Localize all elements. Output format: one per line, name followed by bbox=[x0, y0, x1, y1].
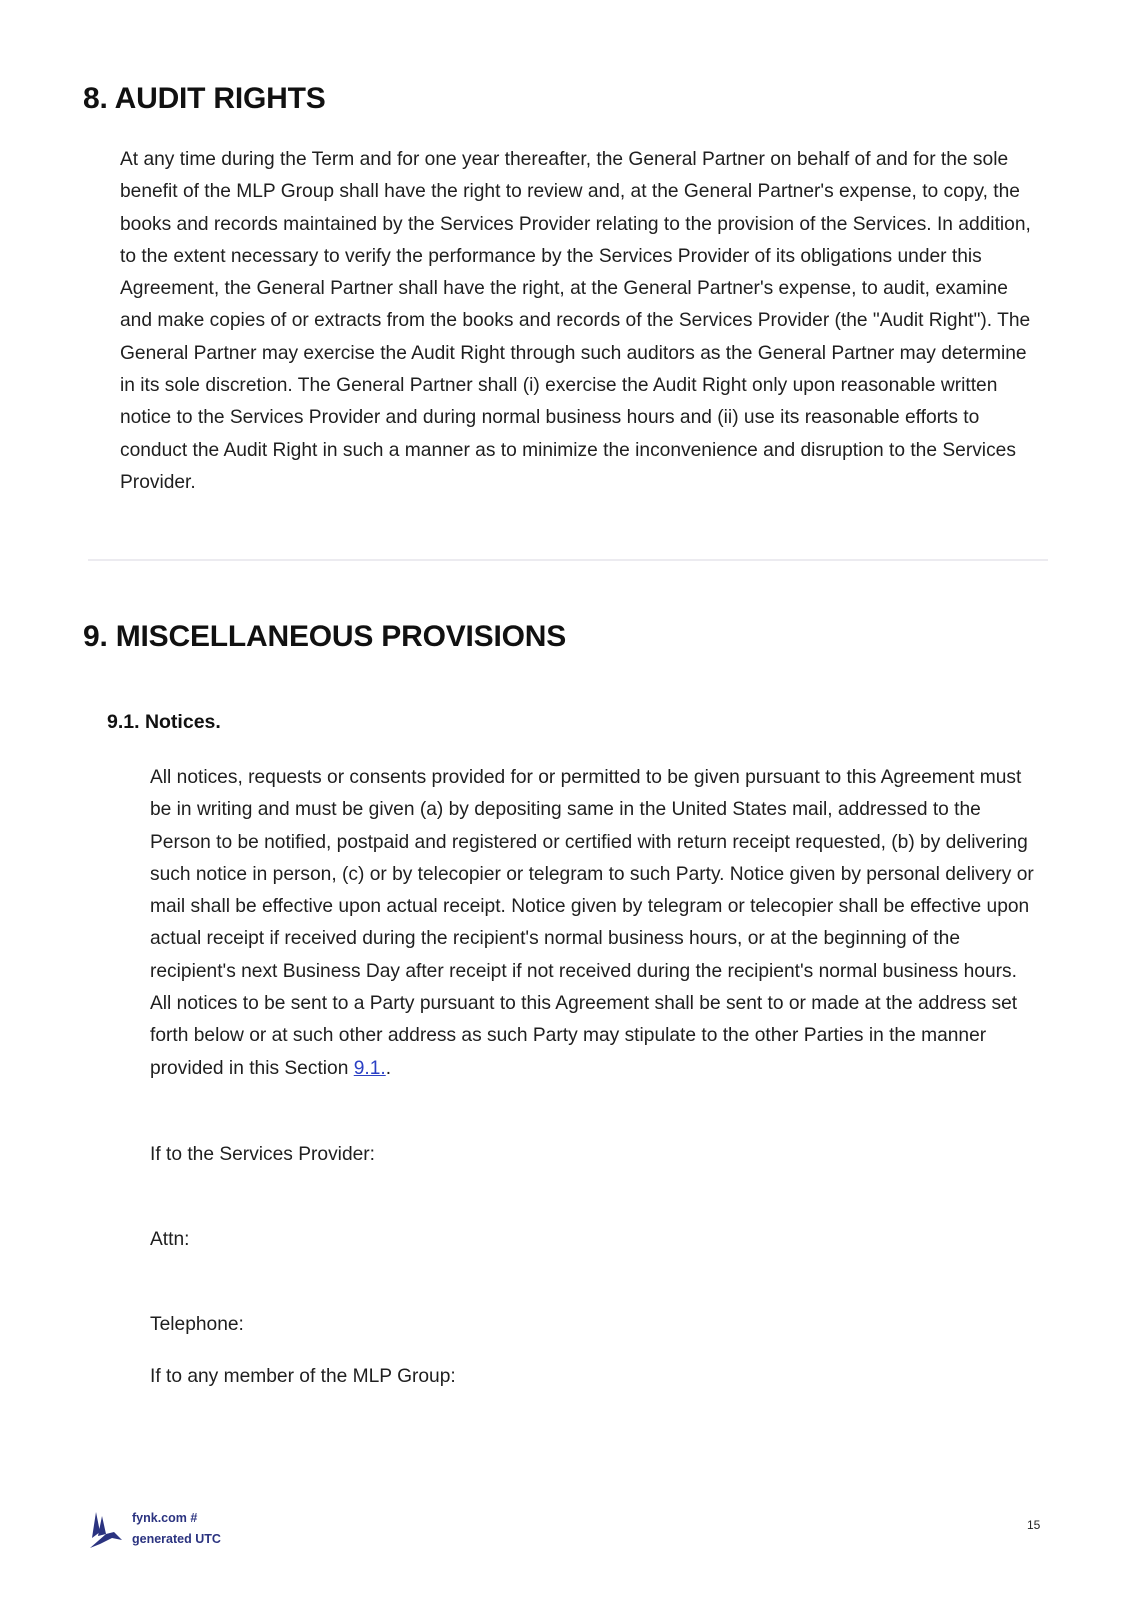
section-9-1-body-end: . bbox=[385, 1057, 392, 1079]
section-divider bbox=[88, 559, 1048, 561]
services-provider-label: If to the Services Provider: bbox=[150, 1144, 376, 1165]
section-8-heading: 8. AUDIT RIGHTS bbox=[83, 82, 326, 115]
attn-label: Attn: bbox=[150, 1229, 190, 1250]
section-9-1-link[interactable]: 9.1. bbox=[353, 1057, 386, 1079]
section-9-1-heading: 9.1. Notices. bbox=[107, 711, 221, 733]
section-9-1-body-text: All notices, requests or consents provided for or permitted to be given pursuant to this Agreement must be in writing and must be given (a) by depositing same in the United States mail, addressed to the Person to be notified, postpaid and registered or certified with return receipt requested, (b) by delivering such notice in person, (c) or by telecopier or telegram to such Party. Notice given by personal delivery or mail shall be effective upon actual receipt. Notice given by telegram or telecopier shall be effective upon actual receipt if received during the recipient's normal business hours, or at the beginning of the recipient's next Business Day after receipt if not received during the recipient's normal business hours. All notices to be sent to a Party pursuant to this Agreement shall be sent to or made at the address set forth below or at such other address as such Party may stipulate to the other Parties in the manner provided in this Section bbox=[150, 767, 1034, 1079]
section-9-1-body bbox=[150, 762, 1040, 1085]
mlp-group-label: If to any member of the MLP Group: bbox=[150, 1366, 456, 1387]
page-number: 15 bbox=[1027, 1518, 1041, 1532]
section-8-body: At any time during the Term and for one year thereafter, the General Partner on behalf of and for the sole benefit of the MLP Group shall have the right to review and, at the General Partner's expense, to copy, the books and records maintained by the Services Provider relating to the provision of the Services. In addition, to the extent necessary to verify the performance by the Services Provider of its obligations under this Agreement, the General Partner shall have the right, at the General Partner's expense, to audit, examine and make copies of or extracts from the books and records of the Services Provider (the "Audit Right"). The General Partner may exercise the Audit Right through such auditors as the General Partner may determine in its sole discretion. The General Partner shall (i) exercise the Audit Right only upon reasonable written notice to the Services Provider and during normal business hours and (ii) use its reasonable efforts to conduct the Audit Right in such a manner as to minimize the inconvenience and disruption to the Services Provider. bbox=[120, 149, 1031, 493]
footer-text bbox=[132, 1508, 221, 1550]
fynk-logo-icon bbox=[88, 1510, 124, 1550]
footer-line-2: generated UTC bbox=[132, 1532, 221, 1546]
telephone-label: Telephone: bbox=[150, 1314, 244, 1335]
section-9-heading: 9. MISCELLANEOUS PROVISIONS bbox=[83, 620, 567, 653]
footer-line-1: fynk.com # bbox=[132, 1511, 198, 1525]
